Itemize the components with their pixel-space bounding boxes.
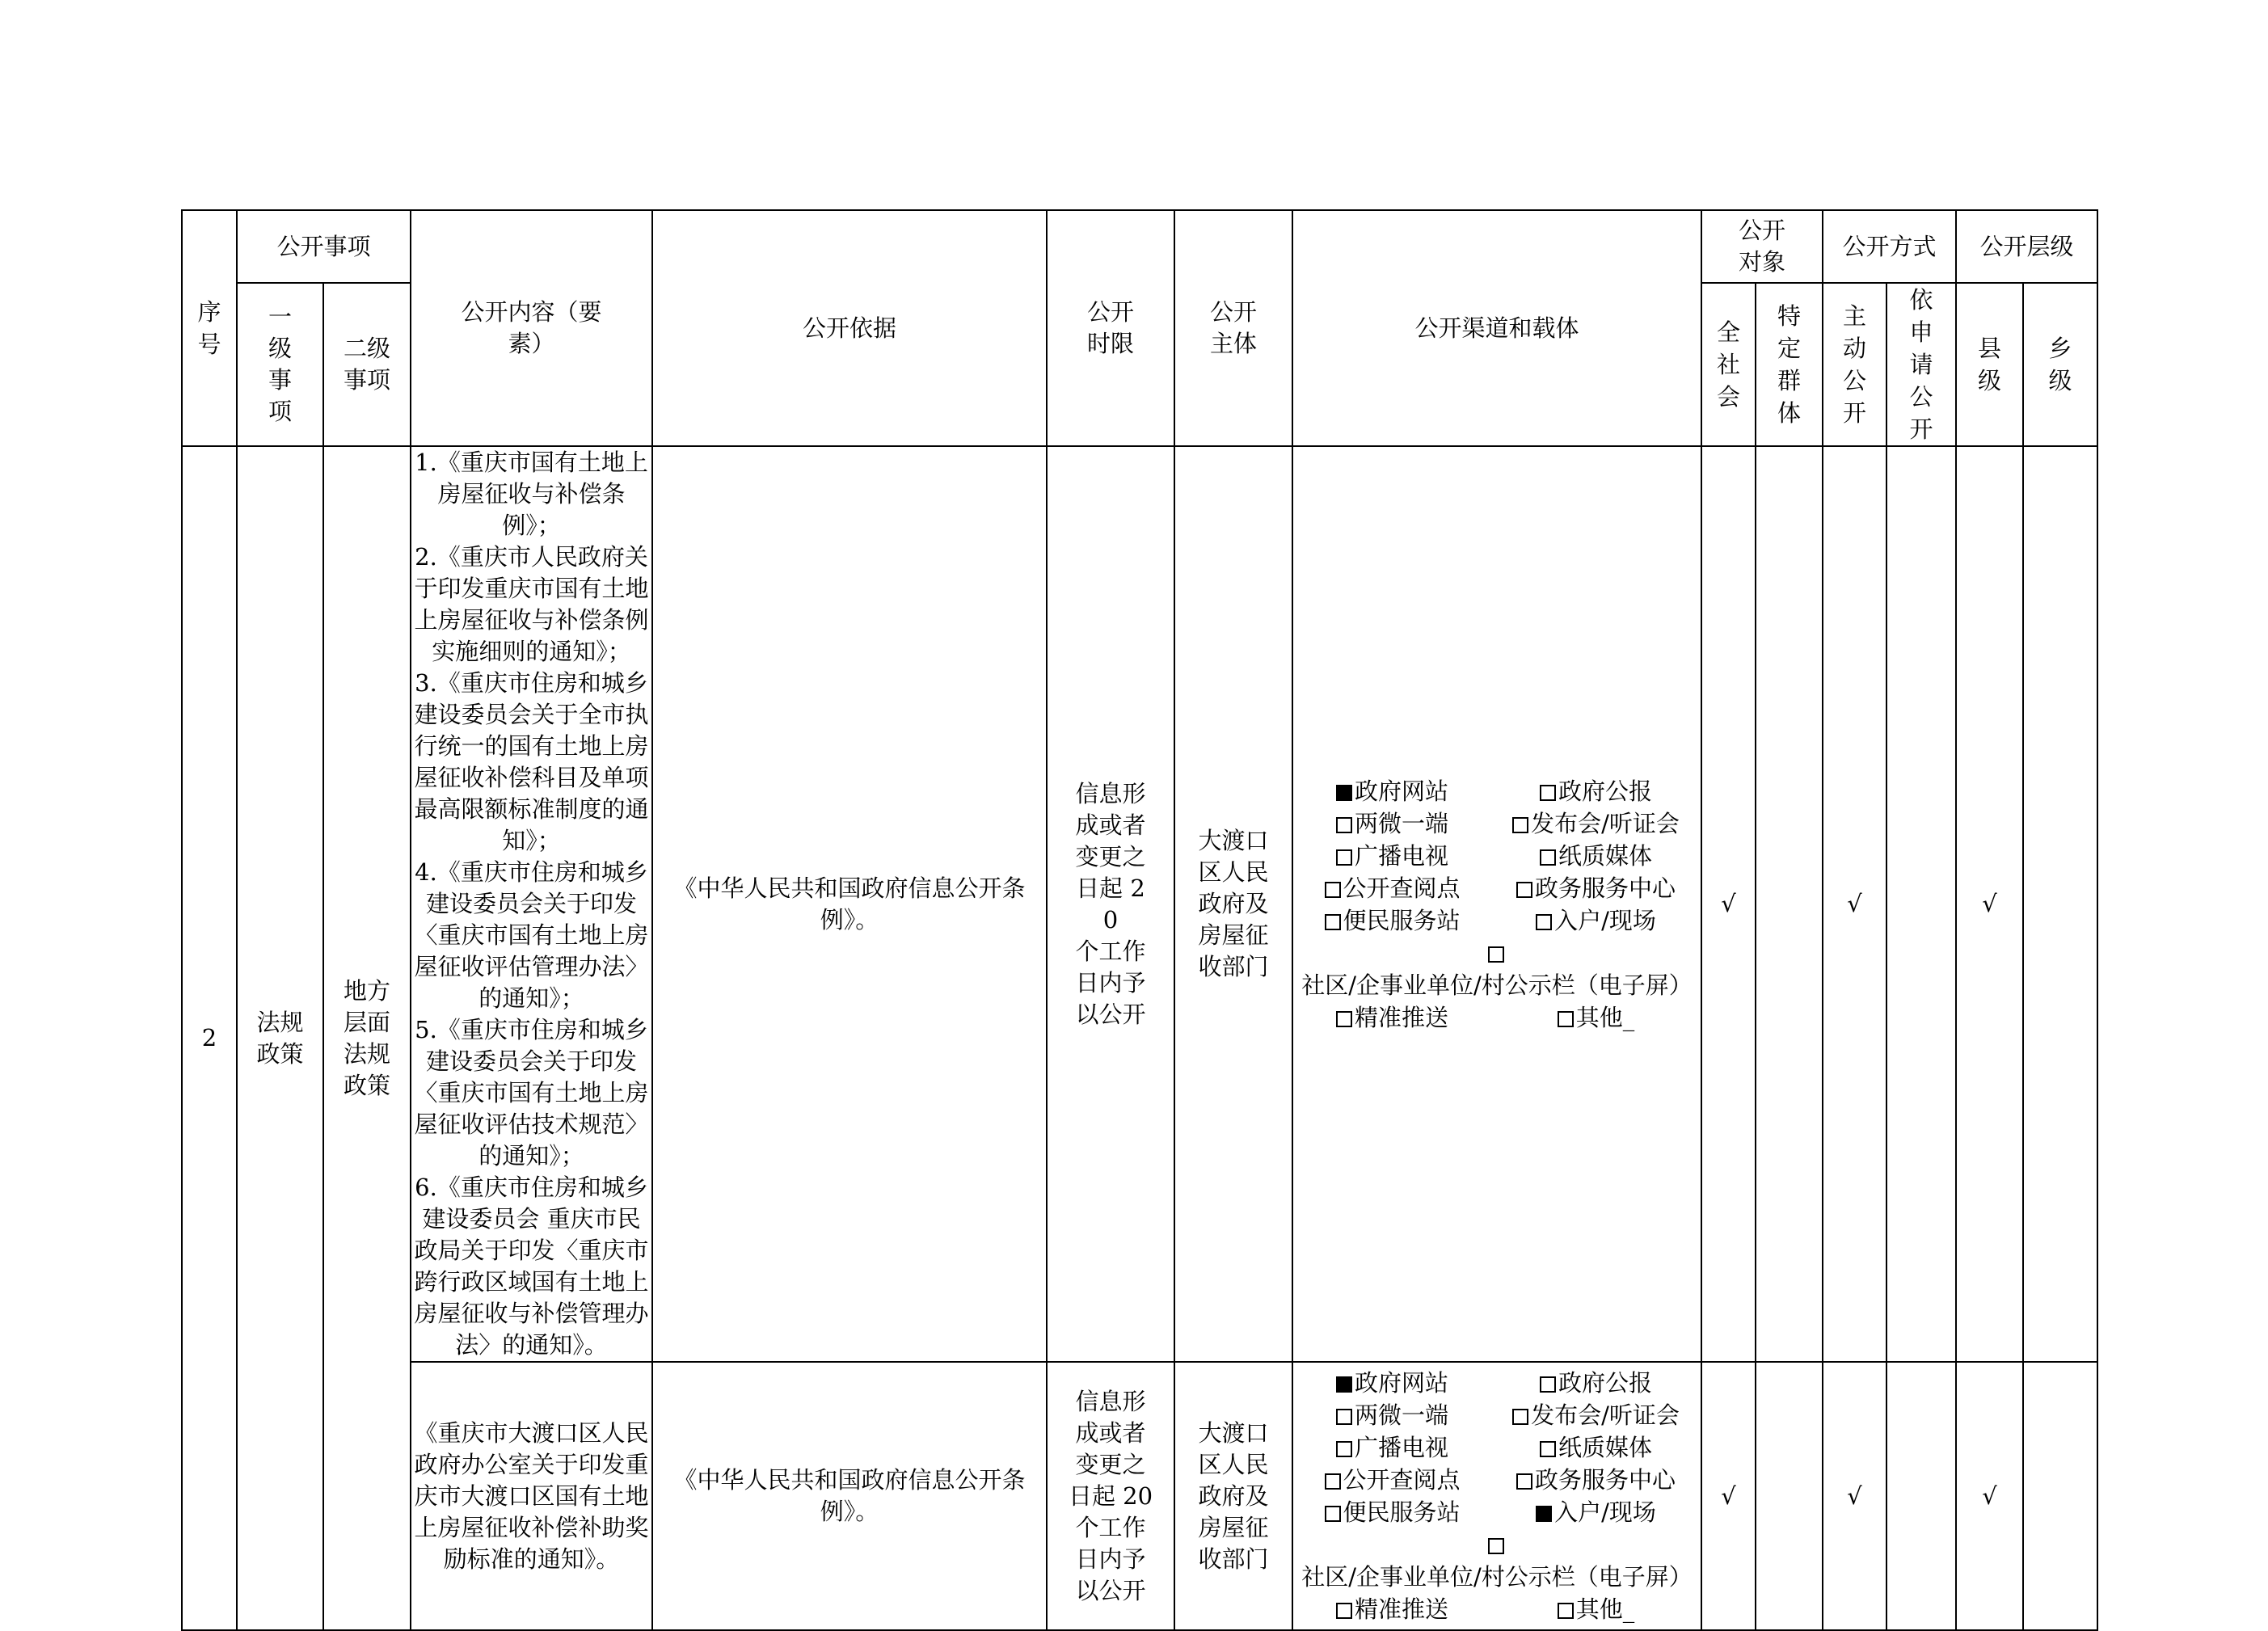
- row-timelimit: 信息形 成或者 变更之 日起 20 个工作 日内予 以公开: [1047, 1362, 1174, 1630]
- channel-gov-gazette[interactable]: 政府公报: [1491, 775, 1701, 807]
- check-method-active: √: [1823, 446, 1886, 1362]
- header-item: 公开事项: [237, 210, 411, 283]
- checkbox[interactable]: [1336, 849, 1352, 866]
- checkbox[interactable]: [1325, 1473, 1341, 1490]
- content-item: 2.《重庆市人民政府关于印发重庆市国有土地上房屋征收与补偿条例实施细则的通知》；: [414, 543, 649, 665]
- check-method-apply: [1886, 446, 1956, 1362]
- channel-press[interactable]: 发布会/听证会: [1491, 807, 1701, 840]
- channel-broadcast[interactable]: 广播电视: [1293, 1431, 1491, 1464]
- header-method: 公开方式: [1823, 210, 1956, 283]
- check-target-all: √: [1701, 446, 1756, 1362]
- checkbox[interactable]: [1516, 1473, 1532, 1490]
- channel-reading-point[interactable]: 公开查阅点: [1293, 1464, 1491, 1496]
- checkbox[interactable]: [1336, 1441, 1352, 1457]
- checkbox[interactable]: [1512, 817, 1528, 833]
- channel-door-site[interactable]: 入户/现场: [1491, 904, 1701, 937]
- header-seq: 序号: [182, 210, 237, 446]
- row-level2: 地方层面法规政策: [323, 446, 411, 1630]
- checkbox[interactable]: [1325, 1506, 1341, 1522]
- row-basis: 《中华人民共和国政府信息公开条例》。: [652, 1362, 1047, 1630]
- header-method-active: 主动公开: [1823, 283, 1886, 446]
- checkbox-checked[interactable]: [1336, 1376, 1352, 1393]
- channel-other[interactable]: 其他_: [1491, 1001, 1701, 1034]
- check-level-county: √: [1956, 446, 2023, 1362]
- channel-broadcast[interactable]: 广播电视: [1293, 840, 1491, 872]
- check-level-town: [2023, 446, 2097, 1362]
- channel-community[interactable]: 社区/企事业单位/村公示栏（电子屏）: [1293, 1528, 1701, 1593]
- content-item: 5.《重庆市住房和城乡建设委员会关于印发〈重庆市国有土地上房屋征收评估技术规范〉的通知》；: [414, 1016, 649, 1170]
- header-target-all: 全社会: [1701, 283, 1756, 446]
- header-timelimit: 公开时限: [1047, 210, 1174, 446]
- checkbox[interactable]: [1336, 1409, 1352, 1425]
- checkbox[interactable]: [1558, 1011, 1574, 1027]
- checkbox[interactable]: [1540, 785, 1556, 801]
- header-level1: 一级事项: [237, 283, 323, 446]
- row-level1: 法规政策: [237, 446, 323, 1630]
- checkbox[interactable]: [1325, 882, 1341, 898]
- table-row: [182, 1362, 2097, 1630]
- checkbox[interactable]: [1488, 946, 1504, 963]
- checkbox-checked[interactable]: [1336, 785, 1352, 801]
- checkbox[interactable]: [1540, 1441, 1556, 1457]
- row-subject: 大渡口 区人民 政府及 房屋征 收部门: [1174, 446, 1292, 1362]
- row-timelimit: 信息形 成或者 变更之 日起 20 个工作 日内予 以公开: [1047, 446, 1174, 1362]
- channel-gov-site[interactable]: 政府网站: [1293, 1367, 1491, 1399]
- channel-reading-point[interactable]: 公开查阅点: [1293, 872, 1491, 904]
- header-target-group: 特定群体: [1756, 283, 1823, 446]
- checkbox[interactable]: [1325, 914, 1341, 930]
- table-row: [182, 446, 2097, 1362]
- row-basis: 《中华人民共和国政府信息公开条例》。: [652, 446, 1047, 1362]
- channel-convenience[interactable]: 便民服务站: [1293, 1496, 1491, 1528]
- channel-community[interactable]: 社区/企事业单位/村公示栏（电子屏）: [1293, 937, 1701, 1001]
- channel-press[interactable]: 发布会/听证会: [1491, 1399, 1701, 1431]
- checkbox[interactable]: [1512, 1409, 1528, 1425]
- header-method-apply: 依申请公开: [1886, 283, 1956, 446]
- channel-two-micro[interactable]: 两微一端: [1293, 807, 1491, 840]
- channel-two-micro[interactable]: 两微一端: [1293, 1399, 1491, 1431]
- channel-other[interactable]: 其他_: [1491, 1593, 1701, 1625]
- header-target: 公开对象: [1701, 210, 1823, 283]
- header-content: 公开内容（要素）: [411, 210, 652, 446]
- checkbox[interactable]: [1336, 1603, 1352, 1619]
- channel-door-site[interactable]: 入户/现场: [1491, 1496, 1701, 1528]
- row-channels: [1292, 446, 1701, 1362]
- checkbox[interactable]: [1336, 1011, 1352, 1027]
- content-item: 4.《重庆市住房和城乡建设委员会关于印发〈重庆市国有土地上房屋征收评估管理办法〉的通知》；: [414, 858, 649, 1012]
- content-item: 3.《重庆市住房和城乡建设委员会关于全市执行统一的国有土地上房屋征收补偿科目及单项最高限额标准制度的通知》；: [414, 669, 649, 854]
- channel-precise-push[interactable]: 精准推送: [1293, 1001, 1491, 1034]
- row-content-list: [411, 446, 652, 1362]
- disclosure-table: [181, 209, 2098, 1631]
- checkbox-checked[interactable]: [1536, 1506, 1552, 1522]
- header-basis: 公开依据: [652, 210, 1047, 446]
- channel-paper[interactable]: 纸质媒体: [1491, 1431, 1701, 1464]
- content-item: 1.《重庆市国有土地上房屋征收与补偿条例》；: [415, 449, 648, 539]
- channel-precise-push[interactable]: 精准推送: [1293, 1593, 1491, 1625]
- checkbox[interactable]: [1540, 1376, 1556, 1393]
- header-level-county: 县级: [1956, 283, 2023, 446]
- checkbox[interactable]: [1540, 849, 1556, 866]
- channel-service-center[interactable]: 政务服务中心: [1491, 1464, 1701, 1496]
- check-method-active: √: [1823, 1362, 1886, 1630]
- header-level2: 二级事项: [323, 283, 411, 446]
- channel-convenience[interactable]: 便民服务站: [1293, 904, 1491, 937]
- header-subject: 公开主体: [1174, 210, 1292, 446]
- check-level-town: [2023, 1362, 2097, 1630]
- content-item: 6.《重庆市住房和城乡建设委员会 重庆市民政局关于印发〈重庆市跨行政区域国有土地上房屋征收与补偿管理办法〉的通知》。: [414, 1174, 649, 1359]
- check-target-group: [1756, 1362, 1823, 1630]
- row-content: 《重庆市大渡口区人民政府办公室关于印发重庆市大渡口区国有土地上房屋征收补偿补助奖励标准的通知》。: [411, 1362, 652, 1630]
- header-channels: 公开渠道和载体: [1292, 210, 1701, 446]
- check-target-all: √: [1701, 1362, 1756, 1630]
- checkbox[interactable]: [1516, 882, 1532, 898]
- row-channels: [1292, 1362, 1701, 1630]
- row-seq: 2: [182, 446, 237, 1630]
- channel-gov-gazette[interactable]: 政府公报: [1491, 1367, 1701, 1399]
- checkbox[interactable]: [1558, 1603, 1574, 1619]
- row-subject: 大渡口 区人民 政府及 房屋征 收部门: [1174, 1362, 1292, 1630]
- header-level-town: 乡级: [2023, 283, 2097, 446]
- channel-paper[interactable]: 纸质媒体: [1491, 840, 1701, 872]
- checkbox[interactable]: [1488, 1538, 1504, 1554]
- checkbox[interactable]: [1336, 817, 1352, 833]
- channel-service-center[interactable]: 政务服务中心: [1491, 872, 1701, 904]
- check-level-county: √: [1956, 1362, 2023, 1630]
- checkbox[interactable]: [1536, 914, 1552, 930]
- check-method-apply: [1886, 1362, 1956, 1630]
- header-level: 公开层级: [1956, 210, 2097, 283]
- channel-gov-site[interactable]: 政府网站: [1293, 775, 1491, 807]
- check-target-group: [1756, 446, 1823, 1362]
